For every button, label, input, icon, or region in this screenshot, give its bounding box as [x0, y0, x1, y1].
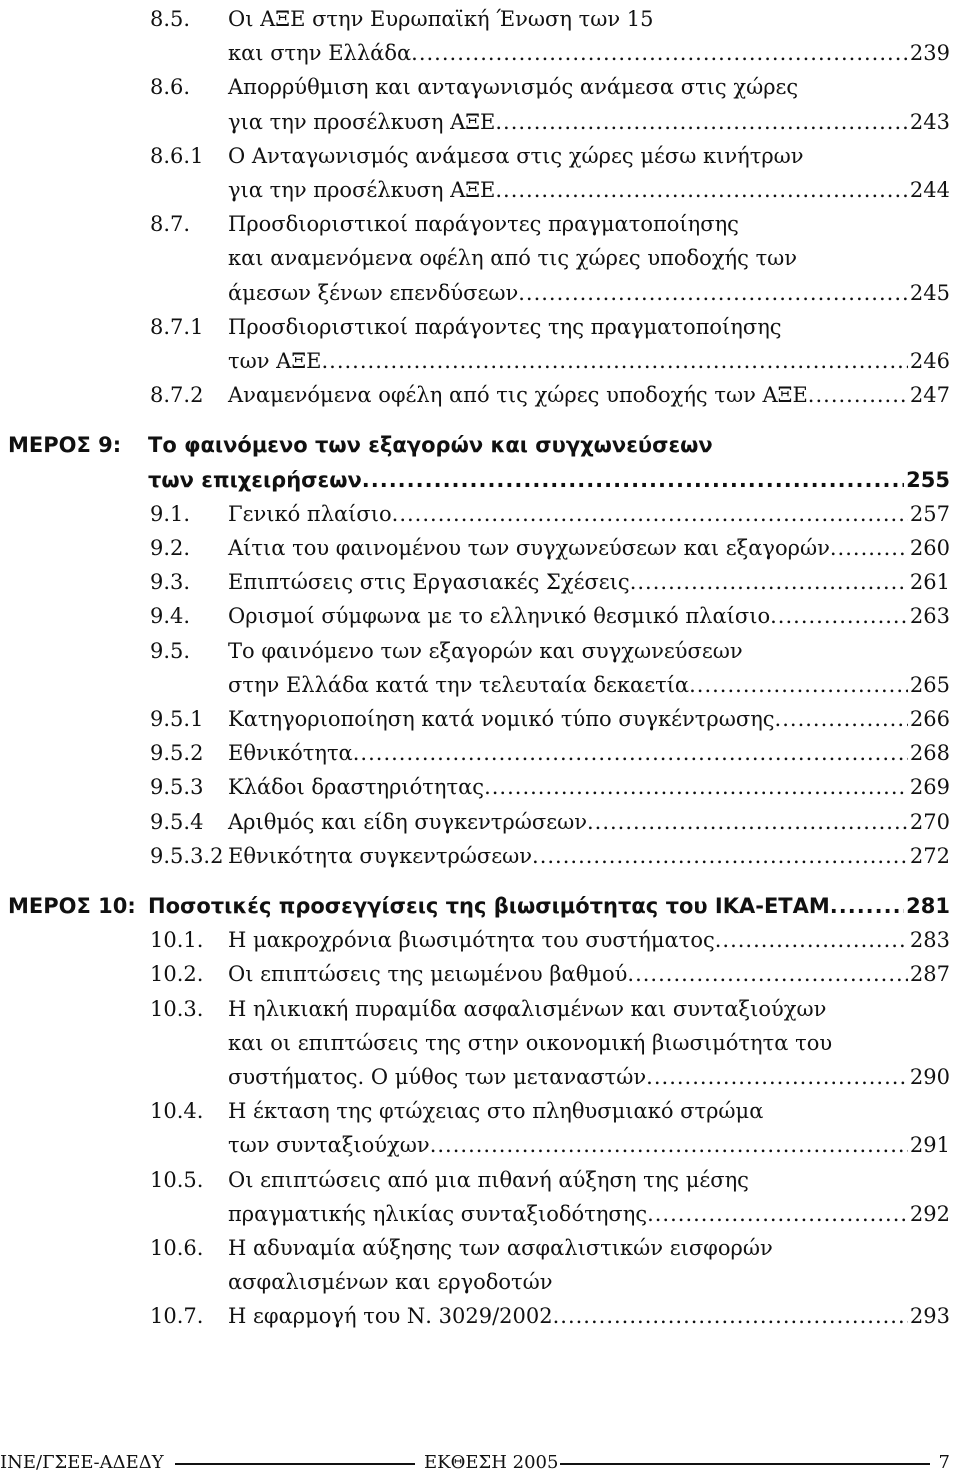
- toc-entry-line: [0, 1026, 950, 1060]
- toc-leader-dots: [647, 1197, 908, 1231]
- toc-entry-title: Αναμενόμενα οφέλη από τις χώρες υποδοχής των ΑΞΕ: [228, 383, 808, 408]
- toc-leader-dots: [411, 36, 908, 70]
- toc-leader-dots: [770, 599, 908, 633]
- toc-entry-title: των συνταξιούχων: [228, 1133, 430, 1158]
- toc-entry-number: 9.5.3.2: [150, 843, 224, 868]
- toc-entry-title: και αναμενόμενα οφέλη από τις χώρες υποδοχής των: [228, 246, 798, 271]
- toc-leader-dots: [353, 736, 908, 770]
- toc-entry-title: Η ηλικιακή πυραμίδα ασφαλισμένων και συνταξιούχων: [228, 996, 827, 1021]
- toc-leader-dots: [484, 770, 908, 804]
- toc-leader-dots: [715, 923, 908, 957]
- toc-entry-line: [0, 428, 950, 462]
- toc-entry-title: συστήματος. Ο μύθος των μεταναστών: [228, 1065, 647, 1089]
- toc-page-number: 260: [909, 536, 950, 560]
- footer-report-title: ΕΚΘΕΣΗ 2005: [424, 1452, 559, 1473]
- toc-entry-line: [0, 310, 950, 344]
- toc-page-number: 292: [909, 1201, 950, 1226]
- toc-page-number: 239: [909, 41, 950, 66]
- toc-entry-number: 8.7.2: [150, 383, 204, 408]
- toc-entry-title: Προσδιοριστικοί παράγοντες της πραγματοποίησης: [228, 314, 782, 339]
- toc-entry-title: και οι επιπτώσεις της στην οικονομική βιωσιμότητα του: [228, 1030, 833, 1055]
- toc-page-number: 265: [909, 672, 950, 697]
- toc-entry-number: ΜΕΡΟΣ 9:: [8, 433, 122, 458]
- toc-page-number: 247: [909, 383, 950, 408]
- toc-page-number: 257: [909, 501, 950, 526]
- toc-leader-dots: [830, 889, 904, 923]
- toc-page-number: 244: [909, 178, 950, 202]
- toc-leader-dots: [392, 497, 908, 531]
- toc-entry-number: 10.1.: [150, 928, 204, 953]
- toc-leader-dots: [646, 1060, 908, 1094]
- toc-page-number: 263: [909, 604, 950, 629]
- toc-page-number: 287: [909, 962, 950, 987]
- toc-leader-dots: [532, 839, 908, 873]
- toc-entry-line: [0, 1060, 950, 1094]
- toc-entry-title: Απορρύθμιση και ανταγωνισμός ανάμεσα στις χώρες: [228, 75, 799, 100]
- toc-page-number: 283: [909, 928, 950, 953]
- toc-entry-line: [0, 378, 950, 412]
- toc-entry-line: [0, 105, 950, 139]
- toc-entry-title: Η αδυναμία αύξησης των ασφαλιστικών εισφορών: [228, 1236, 773, 1260]
- toc-entry-line: [0, 889, 950, 923]
- toc-entry-title: και στην Ελλάδα: [228, 41, 412, 66]
- toc-entry-line: [0, 276, 950, 310]
- toc-entry-line: [0, 1163, 950, 1197]
- toc-entry-line: [0, 241, 950, 275]
- toc-entry-number: 8.6.: [150, 75, 191, 100]
- toc-entry-number: 10.4.: [150, 1099, 204, 1124]
- toc-entry-number: 8.7.: [150, 212, 191, 237]
- toc-entry-line: [0, 839, 950, 873]
- footer-rule-left: [175, 1463, 415, 1465]
- toc-entry-line: [0, 207, 950, 241]
- toc-entry-title: Εθνικότητα: [228, 741, 353, 766]
- toc-entry-line: [0, 139, 950, 173]
- toc-entry-line: [0, 531, 950, 565]
- toc-entry-title: για την προσέλκυση ΑΞΕ: [228, 178, 496, 202]
- toc-entry-title: Ποσοτικές προσεγγίσεις της βιωσιμότητας του ΙΚΑ-ΕΤΑΜ: [148, 894, 830, 918]
- toc-leader-dots: [495, 173, 908, 207]
- toc-entry-line: [0, 1265, 950, 1299]
- toc-entry-line: [0, 70, 950, 104]
- toc-leader-dots: [775, 702, 908, 736]
- toc-entry-title: Κλάδοι δραστηριότητας: [228, 775, 485, 800]
- toc-entry-title: Επιπτώσεις στις Εργασιακές Σχέσεις: [228, 570, 630, 595]
- toc-entry-title: Αίτια του φαινομένου των συγχωνεύσεων και εξαγορών: [228, 536, 830, 560]
- toc-page-number: 243: [909, 109, 950, 134]
- toc-entry-title: Αριθμός και είδη συγκεντρώσεων: [228, 809, 587, 834]
- toc-entry-title: Γενικό πλαίσιο: [228, 501, 392, 526]
- toc-entry-number: 10.6.: [150, 1236, 204, 1260]
- toc-page-number: 268: [909, 741, 950, 766]
- toc-leader-dots: [630, 565, 908, 599]
- toc-entry-number: 10.7.: [150, 1304, 204, 1329]
- toc-entry-line: [0, 2, 950, 36]
- toc-entry-line: [0, 1197, 950, 1231]
- toc-entry-number: 9.5.4: [150, 809, 204, 834]
- toc-entry-line: [0, 1128, 950, 1162]
- toc-page-number: 261: [909, 570, 950, 595]
- toc-leader-dots: [830, 531, 908, 565]
- toc-entry-title: πραγματικής ηλικίας συνταξιοδότησης: [228, 1201, 648, 1226]
- toc-page-number: 281: [906, 894, 950, 918]
- toc-entry-line: [0, 463, 950, 497]
- toc-entry-title: Οι επιπτώσεις της μειωμένου βαθμού: [228, 962, 628, 987]
- toc-entry-title: Το φαινόμενο των εξαγορών και συγχωνεύσεων: [228, 638, 743, 663]
- toc-page-number: 293: [909, 1304, 950, 1329]
- toc-entry-line: [0, 923, 950, 957]
- toc-entry-line: [0, 736, 950, 770]
- toc-leader-dots: [627, 957, 908, 991]
- page-footer: [0, 1452, 960, 1482]
- toc-entry-number: 9.3.: [150, 570, 191, 595]
- toc-page-number: 270: [909, 809, 950, 834]
- toc-page-number: 246: [909, 349, 950, 373]
- toc-entry-line: [0, 599, 950, 633]
- toc-entry-number: 9.2.: [150, 536, 191, 560]
- toc-page-number: 266: [909, 707, 950, 731]
- toc-entry-number: 9.5.2: [150, 741, 204, 766]
- toc-entry-line: [0, 1231, 950, 1265]
- toc-entry-title: Ορισμοί σύμφωνα με το ελληνικό θεσμικό πλαίσιο: [228, 604, 771, 629]
- toc-page-number: 269: [909, 775, 950, 800]
- toc-entry-number: 10.5.: [150, 1167, 204, 1192]
- toc-entry-title: Ο Ανταγωνισμός ανάμεσα στις χώρες μέσω κινήτρων: [228, 143, 804, 168]
- toc-entry-line: [0, 702, 950, 736]
- toc-entry-number: 8.5.: [150, 7, 191, 31]
- toc-page-number: 245: [909, 280, 950, 305]
- toc-entry-number: 10.2.: [150, 962, 204, 987]
- toc-entry-title: Η μακροχρόνια βιωσιμότητα του συστήματος: [228, 928, 715, 953]
- toc-entry-number: 10.3.: [150, 996, 204, 1021]
- toc-entry-title: των ΑΞΕ: [228, 349, 322, 373]
- toc-leader-dots: [518, 276, 908, 310]
- toc-entry-line: [0, 1299, 950, 1333]
- toc-entry-line: [0, 957, 950, 991]
- toc-entry-title: Το φαινόμενο των εξαγορών και συγχωνεύσεων: [148, 433, 713, 458]
- toc-entry-line: [0, 634, 950, 668]
- toc-leader-dots: [430, 1128, 908, 1162]
- toc-entry-number: 9.5.1: [150, 707, 204, 731]
- toc-entry-title: Η έκταση της φτώχειας στο πληθυσμιακό στρώμα: [228, 1099, 764, 1124]
- toc-entry-title: Εθνικότητα συγκεντρώσεων: [228, 843, 533, 868]
- footer-page-number: 7: [938, 1452, 950, 1473]
- toc-entry-title: Οι επιπτώσεις από μια πιθανή αύξηση της μέσης: [228, 1167, 749, 1192]
- toc-entry-title: των επιχειρήσεων: [148, 467, 362, 492]
- toc-leader-dots: [587, 805, 908, 839]
- toc-page-number: 291: [909, 1133, 950, 1158]
- toc-page-number: 272: [909, 843, 950, 868]
- toc-leader-dots: [321, 344, 907, 378]
- toc-entry-line: [0, 173, 950, 207]
- toc-entry-line: [0, 805, 950, 839]
- toc-entry-line: [0, 344, 950, 378]
- toc-entry-title: στην Ελλάδα κατά την τελευταία δεκαετία: [228, 672, 690, 697]
- toc-entry-line: [0, 36, 950, 70]
- toc-leader-dots: [362, 463, 904, 497]
- toc-entry-title: ασφαλισμένων και εργοδοτών: [228, 1270, 553, 1295]
- toc-entry-number: 8.6.1: [150, 143, 204, 168]
- toc-leader-dots: [689, 668, 908, 702]
- toc-entry-line: [0, 770, 950, 804]
- toc-page-number: 255: [906, 467, 950, 492]
- toc-page-number: 290: [909, 1065, 950, 1089]
- toc-entry-title: Οι ΑΞΕ στην Ευρωπαϊκή Ένωση των 15: [228, 7, 654, 31]
- toc-entry-line: [0, 565, 950, 599]
- toc-entry-number: 9.4.: [150, 604, 191, 629]
- toc-entry-number: 9.5.3: [150, 775, 204, 800]
- toc-entry-number: 9.5.: [150, 638, 191, 663]
- toc-entry-title: Κατηγοριοποίηση κατά νομικό τύπο συγκέντρωσης: [228, 707, 775, 731]
- footer-publisher: ΙΝΕ/ΓΣΕΕ-ΑΔΕΔΥ: [0, 1452, 164, 1473]
- toc-entry-title: Προσδιοριστικοί παράγοντες πραγματοποίησης: [228, 212, 739, 237]
- toc-entry-title: Η εφαρμογή του Ν. 3029/2002: [228, 1304, 553, 1329]
- toc-entry-title: άμεσων ξένων επενδύσεων: [228, 280, 519, 305]
- toc-entry-number: 8.7.1: [150, 314, 204, 339]
- toc-entry-line: [0, 497, 950, 531]
- toc-entry-line: [0, 1094, 950, 1128]
- toc-leader-dots: [553, 1299, 908, 1333]
- toc-entry-number: ΜΕΡΟΣ 10:: [8, 894, 136, 918]
- toc-leader-dots: [495, 105, 908, 139]
- toc-leader-dots: [808, 378, 908, 412]
- toc-entry-number: 9.1.: [150, 501, 191, 526]
- toc-entry-title: για την προσέλκυση ΑΞΕ: [228, 109, 496, 134]
- footer-rule-right: [560, 1463, 930, 1465]
- toc-entry-line: [0, 668, 950, 702]
- toc-entry-line: [0, 992, 950, 1026]
